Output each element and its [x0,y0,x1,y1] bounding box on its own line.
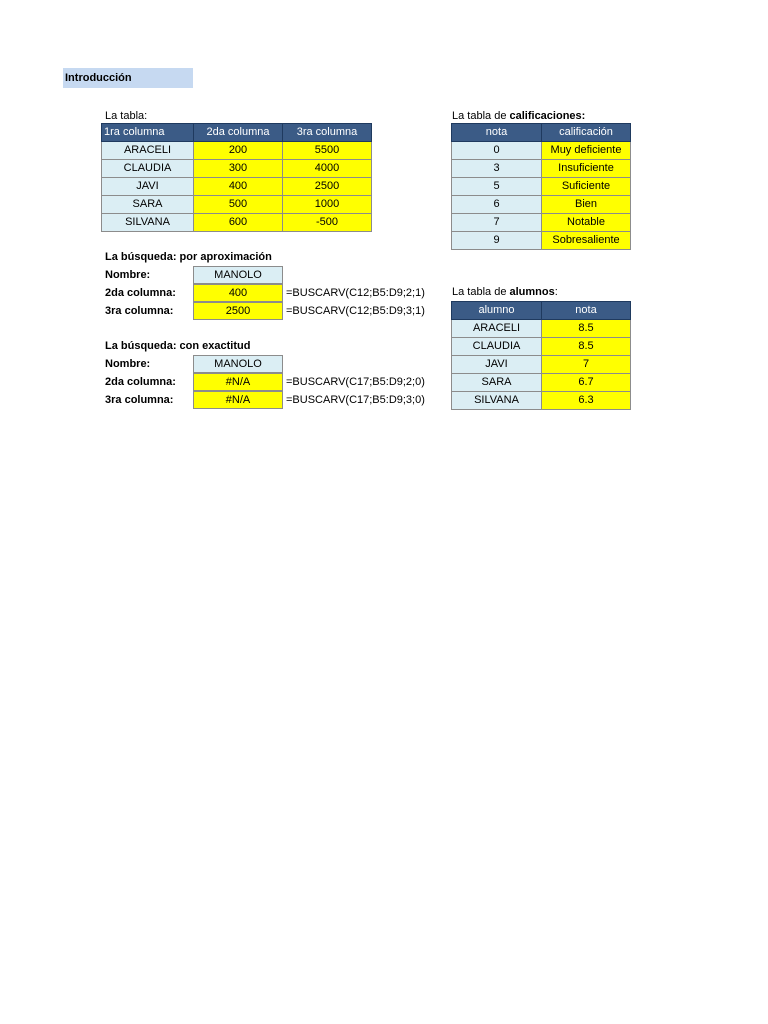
nombre-label: Nombre: [105,269,151,281]
tabla-main [101,123,372,232]
table-row [452,214,631,232]
nota-cell[interactable]: 6.3 [542,392,631,410]
col3-label: 3ra columna: [105,394,174,406]
header-cell[interactable]: 2da columna [194,124,283,142]
value-cell[interactable]: 5500 [283,142,372,160]
table-row [452,178,631,196]
caption-prefix: La tabla de [452,110,510,122]
table-header-row [452,302,631,320]
alumno-cell[interactable]: SARA [452,374,542,392]
col2-formula: =BUSCARV(C17;B5:D9;2;0) [286,376,425,388]
table-row [452,160,631,178]
name-cell[interactable]: CLAUDIA [102,160,194,178]
value-cell[interactable]: 600 [194,214,283,232]
col2-formula: =BUSCARV(C12;B5:D9;2;1) [286,287,425,299]
table-row [452,356,631,374]
header-cell[interactable]: calificación [542,124,631,142]
busqueda-exact-title: La búsqueda: con exactitud [105,340,251,352]
col3-result[interactable]: #N/A [193,391,283,409]
nota-cell[interactable]: 6.7 [542,374,631,392]
calificacion-cell[interactable]: Suficiente [542,178,631,196]
col2-label: 2da columna: [105,287,176,299]
table-row [452,196,631,214]
nombre-input[interactable]: MANOLO [193,266,283,284]
section-title: Introducción [63,68,193,88]
nota-cell[interactable]: 5 [452,178,542,196]
nota-cell[interactable]: 7 [452,214,542,232]
name-cell[interactable]: SARA [102,196,194,214]
busqueda-aprox-title: La búsqueda: por aproximación [105,251,272,263]
calificacion-cell[interactable]: Notable [542,214,631,232]
table-row [452,392,631,410]
nota-cell[interactable]: 0 [452,142,542,160]
caption-bold: calificaciones: [509,110,586,122]
nota-cell[interactable]: 8.5 [542,320,631,338]
col2-label: 2da columna: [105,376,176,388]
value-cell[interactable]: 500 [194,196,283,214]
alumno-cell[interactable]: JAVI [452,356,542,374]
nota-cell[interactable]: 7 [542,356,631,374]
name-cell[interactable]: JAVI [102,178,194,196]
nota-cell[interactable]: 3 [452,160,542,178]
col2-result[interactable]: 400 [193,284,283,302]
calificacion-cell[interactable]: Muy deficiente [542,142,631,160]
calificacion-cell[interactable]: Bien [542,196,631,214]
tabla-alumnos [451,301,631,410]
calificacion-cell[interactable]: Sobresaliente [542,232,631,250]
table-row [452,142,631,160]
table-row [102,178,372,196]
table-header-row [102,124,372,142]
value-cell[interactable]: 200 [194,142,283,160]
header-cell[interactable]: 3ra columna [283,124,372,142]
alumnos-caption [452,285,558,299]
value-cell[interactable]: 400 [194,178,283,196]
name-cell[interactable]: ARACELI [102,142,194,160]
tabla-caption: La tabla: [105,110,148,122]
alumno-cell[interactable]: SILVANA [452,392,542,410]
header-cell[interactable]: alumno [452,302,542,320]
nota-cell[interactable]: 9 [452,232,542,250]
table-row [452,338,631,356]
col3-formula: =BUSCARV(C17;B5:D9;3;0) [286,394,425,406]
nombre-input[interactable]: MANOLO [193,355,283,373]
table-row [452,320,631,338]
value-cell[interactable]: 2500 [283,178,372,196]
caption-bold: alumnos [509,286,555,298]
caption-prefix: La tabla de [452,286,510,298]
table-row [452,232,631,250]
table-row [102,142,372,160]
value-cell[interactable]: -500 [283,214,372,232]
table-row [102,196,372,214]
value-cell[interactable]: 1000 [283,196,372,214]
calificaciones-caption [452,109,585,123]
nota-cell[interactable]: 8.5 [542,338,631,356]
nota-cell[interactable]: 6 [452,196,542,214]
caption-suffix: : [554,286,558,298]
calificacion-cell[interactable]: Insuficiente [542,160,631,178]
header-cell[interactable]: 1ra columna [102,124,194,142]
table-row [102,214,372,232]
header-cell[interactable]: nota [452,124,542,142]
name-cell[interactable]: SILVANA [102,214,194,232]
header-cell[interactable]: nota [542,302,631,320]
tabla-calificaciones [451,123,631,250]
alumno-cell[interactable]: ARACELI [452,320,542,338]
table-header-row [452,124,631,142]
table-row [102,160,372,178]
col3-formula: =BUSCARV(C12;B5:D9;3;1) [286,305,425,317]
value-cell[interactable]: 4000 [283,160,372,178]
alumno-cell[interactable]: CLAUDIA [452,338,542,356]
col2-result[interactable]: #N/A [193,373,283,391]
nombre-label: Nombre: [105,358,151,370]
value-cell[interactable]: 300 [194,160,283,178]
col3-label: 3ra columna: [105,305,174,317]
table-row [452,374,631,392]
col3-result[interactable]: 2500 [193,302,283,320]
